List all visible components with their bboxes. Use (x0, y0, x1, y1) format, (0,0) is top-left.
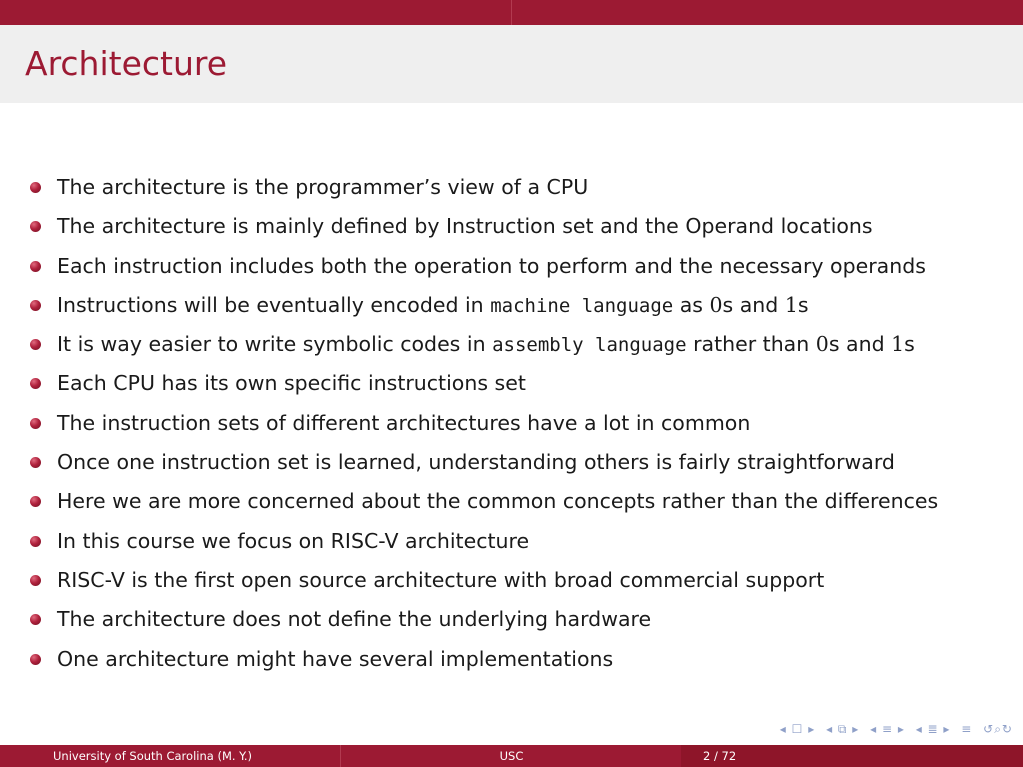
bullet-list (30, 168, 938, 679)
math-number: 1 (784, 292, 798, 317)
footer-institute: USC (340, 745, 682, 767)
bullet-item (30, 522, 938, 561)
footer-author-text: University of South Carolina (M. Y.) (53, 749, 253, 763)
bullet-icon (30, 496, 41, 507)
bullet-text: The architecture is mainly defined by Instruction set and the Operand locations (57, 214, 873, 239)
bullet-icon (30, 261, 41, 272)
nav-subsection-icon[interactable]: ◂ ⧉ ▸ (826, 722, 860, 736)
page-title: Architecture (25, 44, 228, 83)
bullet-icon (30, 378, 41, 389)
bullet-icon (30, 221, 41, 232)
footer-page-number (681, 745, 1023, 767)
bullet-item (30, 325, 938, 364)
bullet-text: as (673, 292, 710, 317)
bullet-text: Once one instruction set is learned, understanding others is fairly straightforward (57, 450, 895, 475)
bullet-icon (30, 182, 41, 193)
bullet-icon (30, 654, 41, 665)
bullet-item (30, 247, 938, 286)
bullet-item (30, 286, 938, 325)
bullet-text: s and (828, 332, 892, 357)
bullet-item (30, 404, 938, 443)
code-term: assembly language (492, 334, 687, 357)
bullet-icon (30, 418, 41, 429)
bullet-icon (30, 614, 41, 625)
bullet-text: Instructions will be eventually encoded in (57, 292, 491, 317)
nav-align-icon[interactable]: ≡ (961, 722, 973, 736)
nav-section-icon[interactable]: ◂ ≡ ▸ (870, 722, 905, 736)
nav-document-icon[interactable]: ◂ ≣ ▸ (915, 722, 951, 736)
bullet-icon (30, 339, 41, 350)
bullet-text: The architecture is the programmer’s view of a CPU (57, 175, 589, 199)
bullet-item (30, 482, 938, 521)
bullet-text: RISC-V is the first open source architecture with broad commercial support (57, 567, 825, 592)
math-number: 1 (891, 332, 905, 357)
bullet-text: It is way easier to write symbolic codes in (57, 332, 493, 357)
bullet-item (30, 207, 938, 246)
bullet-text: The architecture does not define the underlying hardware (57, 607, 652, 632)
header-bar-left (0, 0, 511, 25)
bullet-icon (30, 457, 41, 468)
bullet-text: In this course we focus on RISC-V architecture (57, 528, 530, 553)
bullet-item (30, 600, 938, 639)
bullet-text: s (797, 292, 809, 317)
bullet-text: Here we are more concerned about the common concepts rather than the differences (57, 489, 939, 514)
bullet-text: rather than (686, 332, 816, 357)
math-number: 0 (709, 292, 723, 317)
code-term: machine language (490, 294, 674, 317)
page-number: 2 / 72 (703, 749, 737, 763)
header-bar (0, 0, 1023, 25)
header-bar-right (511, 0, 1023, 25)
footer-author (0, 745, 340, 767)
nav-frame-icon[interactable]: ◂ ☐ ▸ (779, 722, 816, 736)
bullet-text: One architecture might have several implementations (57, 646, 614, 671)
bullet-item (30, 443, 938, 482)
bullet-item (30, 561, 938, 600)
footer-bar (0, 745, 1023, 767)
bullet-text: s and (722, 292, 785, 317)
bullet-icon (30, 300, 41, 311)
bullet-item (30, 640, 938, 679)
bullet-item (30, 168, 938, 207)
nav-search-icon[interactable]: ↺⌕↻ (983, 722, 1013, 736)
bullet-icon (30, 536, 41, 547)
bullet-text: Each instruction includes both the operation to perform and the necessary operands (57, 253, 926, 278)
bullet-text: Each CPU has its own specific instructions set (57, 371, 526, 396)
bullet-item (30, 364, 938, 403)
bullet-text: The instruction sets of different architectures have a lot in common (57, 410, 751, 435)
math-number: 0 (815, 332, 829, 357)
bullet-text: s (904, 332, 915, 357)
navigation-symbols (774, 722, 1013, 737)
bullet-icon (30, 575, 41, 586)
